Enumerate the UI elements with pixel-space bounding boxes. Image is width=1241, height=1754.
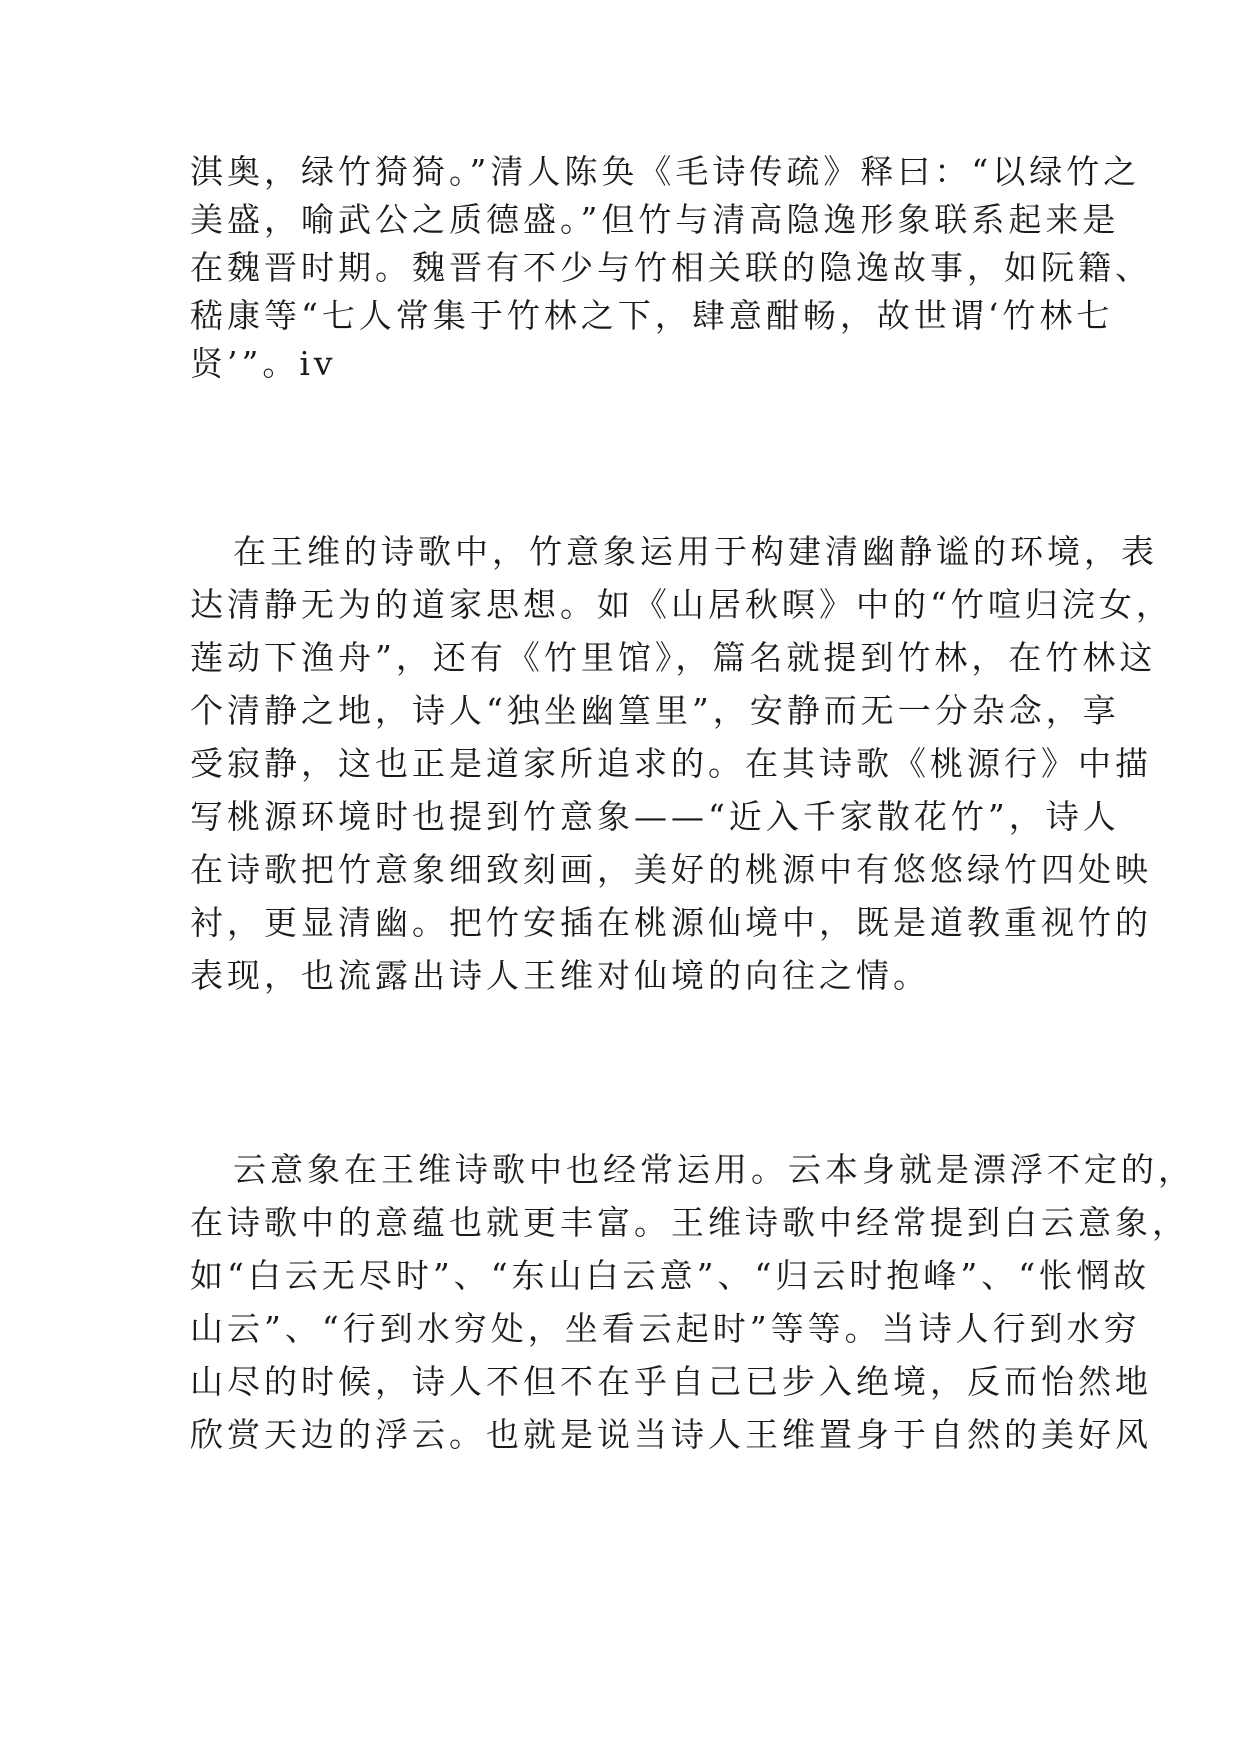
text-line: 在魏晋时期。魏晋有不少与竹相关联的隐逸故事，如阮籍、 [190, 248, 1152, 287]
text-line: 在诗歌中的意蕴也就更丰富。王维诗歌中经常提到白云意象， [190, 1203, 1189, 1242]
text-line: 山尽的时候，诗人不但不在乎自己已步入绝境，反而怡然地 [190, 1362, 1152, 1401]
text-line: 嵇康等“七人常集于竹林之下，肆意酣畅，故世谓‘竹林七 [190, 296, 1114, 335]
text-line: 如“白云无尽时”、“东山白云意”、“归云时抱峰”、“怅惘故 [190, 1256, 1151, 1295]
text-line: 山云”、“行到水穷处，坐看云起时”等等。当诗人行到水穷 [190, 1309, 1141, 1348]
text-line: 美盛，喻武公之质德盛。”但竹与清高隐逸形象联系起来是 [190, 200, 1120, 239]
text-line: 在王维的诗歌中，竹意象运用于构建清幽静谧的环境，表 [233, 532, 1158, 571]
text-line: 莲动下渔舟”，还有《竹里馆》，篇名就提到竹林，在竹林这 [190, 638, 1157, 677]
text-line: 写桃源环境时也提到竹意象——“近入千家散花竹”，诗人 [190, 797, 1120, 836]
text-line: 云意象在王维诗歌中也经常运用。云本身就是漂浮不定的， [233, 1150, 1195, 1189]
text-line: 淇奥，绿竹猗猗。”清人陈奂《毛诗传疏》释曰：“以绿竹之 [190, 152, 1141, 191]
text-line: 表现，也流露出诗人王维对仙境的向往之情。 [190, 956, 930, 995]
text-line: 受寂静，这也正是道家所追求的。在其诗歌《桃源行》中描 [190, 744, 1152, 783]
text-line: 个清静之地，诗人“独坐幽篁里”，安静而无一分杂念，享 [190, 691, 1120, 730]
text-line: 贤’”。iv [190, 344, 337, 383]
text-line: 衬，更显清幽。把竹安插在桃源仙境中，既是道教重视竹的 [190, 903, 1152, 942]
text-line: 达清静无为的道家思想。如《山居秋暝》中的“竹喧归浣女， [190, 585, 1173, 624]
text-line: 欣赏天边的浮云。也就是说当诗人王维置身于自然的美好风 [190, 1415, 1152, 1454]
text-line: 在诗歌把竹意象细致刻画，美好的桃源中有悠悠绿竹四处映 [190, 850, 1152, 889]
